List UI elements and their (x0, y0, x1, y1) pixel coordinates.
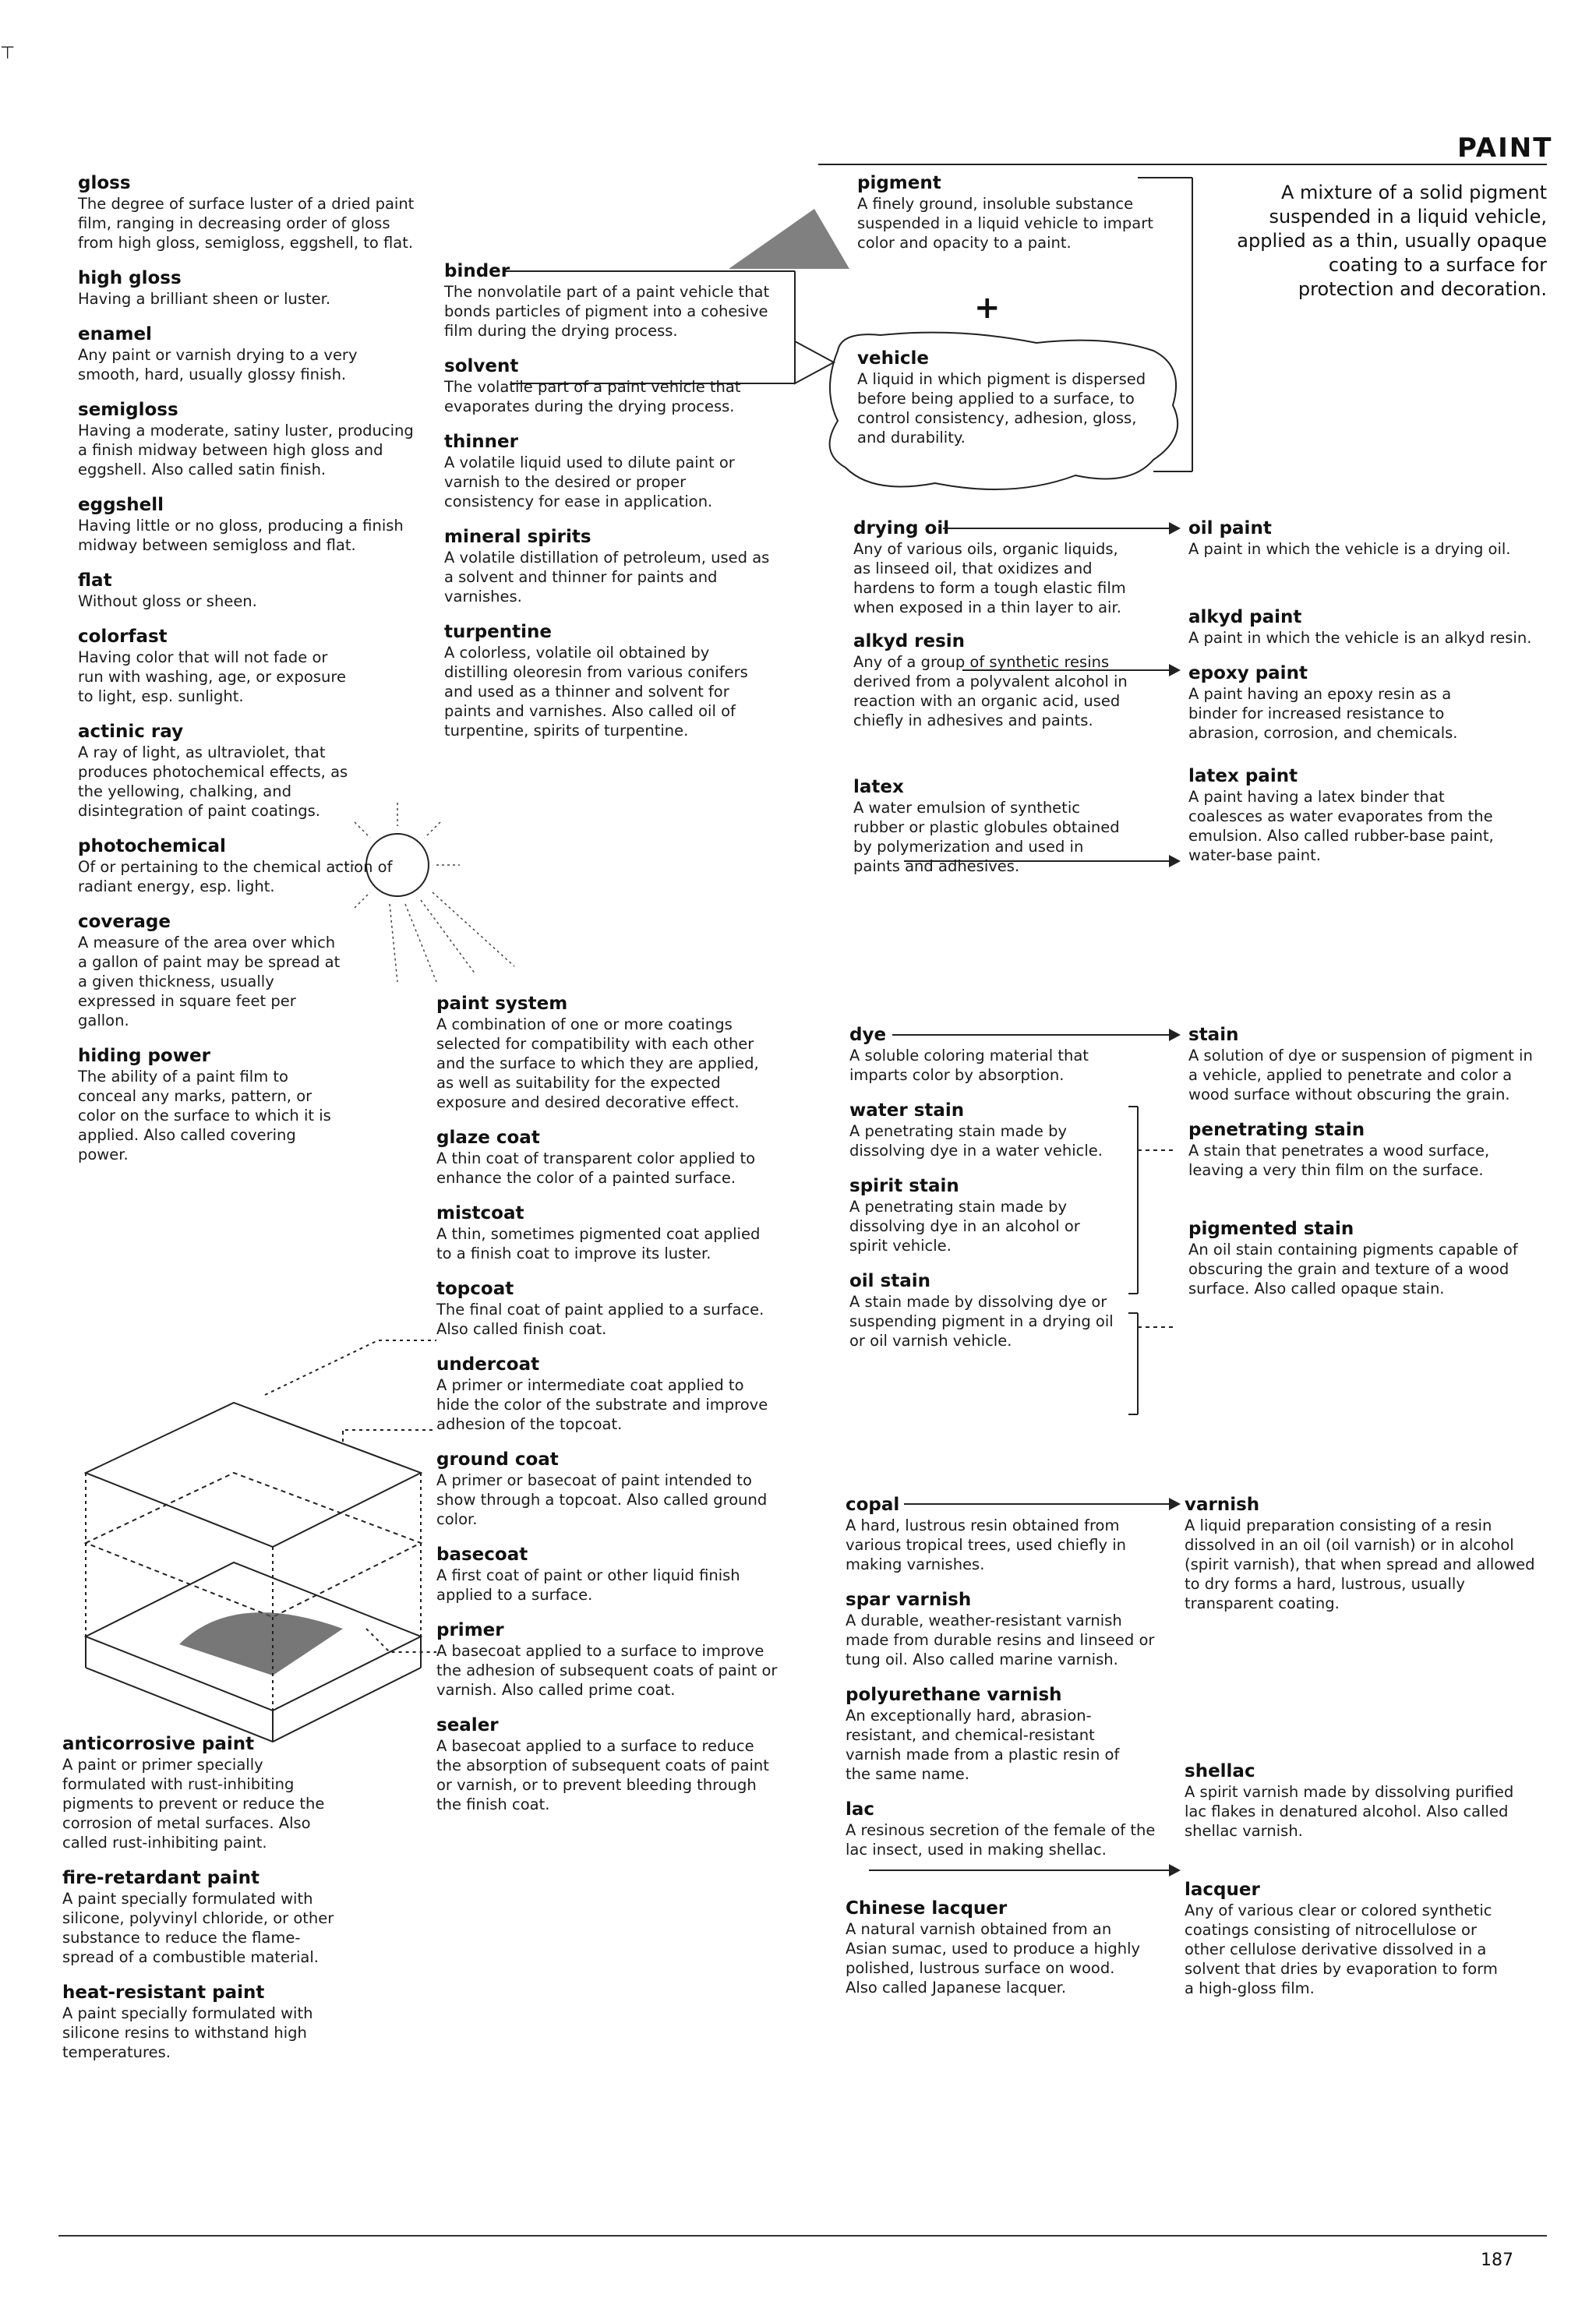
term: hiding power (78, 1046, 210, 1066)
title-rule (818, 164, 1547, 165)
definition: Any of various clear or colored synthetic coatings consisting of nitrocellulose or other cellulose derivative dissolved in a solvent that dries by evaporation to form a high-gloss film. (1185, 1901, 1498, 1997)
definition: An exceptionally hard, abrasion-resistant, and chemical-resistant varnish made from a plastic resin of the same name. (846, 1707, 1120, 1783)
entry-topcoat (436, 1279, 779, 1339)
right-b-column-varnishes (1185, 1495, 1539, 2014)
term: paint system (436, 994, 568, 1014)
definition: A paint specially formulated with silicone resins to withstand high temperatures. (62, 2004, 313, 2061)
middle-lower-column (436, 994, 779, 1830)
entry-undercoat (436, 1354, 779, 1434)
definition: A paint specially formulated with silicone, polyvinyl chloride, or other substance to reduce the flame-spread of a combustible material. (62, 1890, 334, 1966)
entry-spirit-stain (849, 1176, 1122, 1255)
entry-pigmented-stain (1188, 1219, 1543, 1298)
page-number: 187 (1481, 2251, 1513, 2270)
term: Chinese lacquer (846, 1898, 1008, 1919)
entry-semigloss (78, 400, 421, 479)
definition: Having a moderate, satiny luster, producing a finish midway between high gloss and eggshell. Also called satin finish. (78, 422, 414, 478)
term: solvent (444, 356, 519, 376)
term: alkyd paint (1188, 607, 1302, 627)
right-b-column-paints (1188, 518, 1543, 881)
entry-mineral-spirits (444, 527, 772, 606)
definition: A basecoat applied to a surface to reduce the absorption of subsequent coats of paint or varnish, or to prevent bleeding through the finish coat. (436, 1737, 769, 1813)
definition: The final coat of paint applied to a surface. Also called finish coat. (436, 1301, 764, 1338)
definition: A volatile distillation of petroleum, used as a solvent and thinner for paints and varnishes. (444, 549, 770, 606)
definition: Of or pertaining to the chemical action of radiant energy, esp. light. (78, 858, 393, 895)
definition: Having a brilliant sheen or luster. (78, 290, 331, 308)
definition: A penetrating stain made by dissolving dye in an alcohol or spirit vehicle. (849, 1198, 1080, 1255)
definition: A water emulsion of synthetic rubber or plastic globules obtained by polymerization and used in paints and adhesives. (853, 799, 1120, 875)
term: coverage (78, 912, 171, 932)
definition: A thin, sometimes pigmented coat applied to a finish coat to improve its luster. (436, 1225, 761, 1262)
entry-flat (78, 570, 421, 611)
definition: Any of a group of synthetic resins derived from a polyvalent alcohol in reaction with an organic acid, used chiefly in adhesives and paints. (853, 653, 1128, 729)
entry-lacquer (1185, 1880, 1512, 1998)
right-b-column-stains (1188, 1025, 1543, 1314)
term: glaze coat (436, 1128, 540, 1148)
definition: A first coat of paint or other liquid finish applied to a surface. (436, 1566, 740, 1604)
definition: A stain that penetrates a wood surface, leaving a very thin film on the surface. (1188, 1142, 1490, 1179)
left-bottom-column (62, 1734, 351, 2078)
term: turpentine (444, 622, 552, 642)
middle-column (444, 261, 772, 756)
entry-binder (444, 261, 772, 341)
entry-paint-system (436, 994, 779, 1112)
definition: Without gloss or sheen. (78, 592, 257, 610)
definition: A soluble coloring material that imparts color by absorption. (849, 1047, 1089, 1084)
entry-varnish (1185, 1495, 1539, 1613)
entry-photochemical (78, 836, 421, 896)
term: topcoat (436, 1279, 514, 1299)
entry-oil-paint (1188, 518, 1543, 559)
entry-epoxy-paint (1188, 663, 1500, 743)
term: binder (444, 261, 510, 281)
paint-definition: A mixture of a solid pigment suspended in a liquid vehicle, applied as a thin, usually opaque coating to a surface for protection and decoration. (1237, 182, 1547, 300)
entry-latex (853, 777, 1134, 876)
definition: A ray of light, as ultraviolet, that produces photochemical effects, as the yellowing, chalking, and disintegration of paint coatings. (78, 743, 348, 820)
entry-copal (846, 1495, 1157, 1574)
term: heat-resistant paint (62, 1982, 265, 2003)
entry-lac (846, 1799, 1157, 1859)
term: latex (853, 777, 904, 797)
definition: An oil stain containing pigments capable of obscuring the grain and texture of a wood surface. Also called opaque stain. (1188, 1241, 1518, 1298)
definition: A finely ground, insoluble substance suspended in a liquid vehicle to impart color and opacity to a paint. (857, 195, 1153, 252)
definition: A primer or basecoat of paint intended to show through a topcoat. Also called ground color. (436, 1471, 768, 1528)
term: oil paint (1188, 518, 1272, 538)
definition: A resinous secretion of the female of the lac insect, used in making shellac. (846, 1821, 1156, 1859)
plus-sign: + (974, 290, 1001, 326)
term: vehicle (857, 348, 929, 369)
term: shellac (1185, 1761, 1255, 1781)
term: enamel (78, 324, 152, 344)
right-a-column-varnishes (846, 1495, 1157, 2013)
term: varnish (1185, 1495, 1260, 1515)
entry-drying-oil (853, 518, 1134, 617)
term: actinic ray (78, 722, 184, 742)
term: spirit stain (849, 1176, 959, 1196)
entry-coverage (78, 912, 343, 1030)
right-a-column-top (853, 518, 1134, 891)
term: penetrating stain (1188, 1120, 1365, 1140)
left-column (78, 173, 421, 1180)
pigment-pile-icon (729, 209, 849, 269)
term: photochemical (78, 836, 226, 856)
term: ground coat (436, 1449, 559, 1470)
entry-anticorrosive-paint (62, 1734, 351, 1852)
term: latex paint (1188, 766, 1298, 786)
definition: The ability of a paint film to conceal any marks, pattern, or color on the surface to which it is applied. Also called covering power. (78, 1068, 331, 1163)
definition: A paint in which the vehicle is an alkyd resin. (1188, 629, 1532, 647)
term: basecoat (436, 1545, 528, 1565)
entry-high-gloss (78, 268, 421, 309)
entry-turpentine (444, 622, 772, 740)
entry-eggshell (78, 495, 421, 555)
definition: The volatile part of a paint vehicle that evaporates during the drying process. (444, 378, 741, 415)
entry-water-stain (849, 1100, 1122, 1160)
term: gloss (78, 173, 131, 193)
term: primer (436, 1620, 504, 1640)
definition: A colorless, volatile oil obtained by distilling oleoresin from various conifers and used as a thinner and solvent for paints and varnishes. Also called oil of turpentine, spirits of turpentine. (444, 644, 748, 740)
entry-alkyd-paint (1188, 607, 1543, 648)
definition: Having color that will not fade or run with washing, age, or exposure to light, esp. sunlight. (78, 648, 346, 705)
definition: A volatile liquid used to dilute paint or varnish to the desired or proper consistency for ease in application. (444, 454, 735, 510)
term: colorfast (78, 627, 168, 647)
definition: A paint having a latex binder that coalesces as water evaporates from the emulsion. Also called rubber-base paint, water-base paint. (1188, 788, 1494, 864)
entry-oil-stain (849, 1271, 1122, 1350)
term: anticorrosive paint (62, 1734, 255, 1754)
definition: A paint or primer specially formulated with rust-inhibiting pigments to prevent or reduce the corrosion of metal surfaces. Also called rust-inhibiting paint. (62, 1756, 325, 1852)
definition: A penetrating stain made by dissolving dye in a water vehicle. (849, 1122, 1103, 1160)
definition: A stain made by dissolving dye or suspending pigment in a drying oil or oil varnish vehicle. (849, 1293, 1114, 1350)
definition: Having little or no gloss, producing a finish midway between semigloss and flat. (78, 517, 404, 554)
definition: A combination of one or more coatings selected for compatibility with each other and the surface to which they are applied, as well as suitability for the expected exposure and desired decorative effect. (436, 1015, 759, 1111)
entry-mistcoat (436, 1203, 779, 1263)
definition: A spirit varnish made by dissolving purified lac flakes in denatured alcohol. Also called shellac varnish. (1185, 1783, 1514, 1840)
entry-actinic-ray (78, 722, 374, 821)
entry-hiding-power (78, 1046, 351, 1164)
definition: A basecoat applied to a surface to improve the adhesion of subsequent coats of paint or varnish. Also called prime coat. (436, 1642, 778, 1699)
definition: Any of various oils, organic liquids, as linseed oil, that oxidizes and hardens to form a tough elastic film when exposed in a thin layer to air. (853, 540, 1126, 616)
entry-solvent (444, 356, 772, 416)
term: pigment (857, 173, 941, 193)
page-title: PAINT (1457, 132, 1553, 164)
definition: A paint having an epoxy resin as a binder for increased resistance to abrasion, corrosion, and chemicals. (1188, 685, 1458, 742)
term: mineral spirits (444, 527, 591, 547)
entry-polyurethane-varnish (846, 1685, 1126, 1784)
entry-stain (1188, 1025, 1543, 1104)
term: lacquer (1185, 1880, 1260, 1900)
term: alkyd resin (853, 631, 966, 651)
term: pigmented stain (1188, 1219, 1354, 1239)
definition: Any paint or varnish drying to a very smooth, hard, usually glossy finish. (78, 346, 358, 383)
coating-layers-diagram (86, 1340, 436, 1742)
pigment-entry (857, 173, 1169, 252)
term: epoxy paint (1188, 663, 1308, 683)
term: copal (846, 1495, 900, 1515)
term: water stain (849, 1100, 965, 1121)
entry-colorfast (78, 627, 351, 706)
entry-enamel (78, 324, 421, 384)
entry-thinner (444, 432, 772, 511)
definition: A paint in which the vehicle is a drying oil. (1188, 540, 1511, 558)
term: lac (846, 1799, 875, 1820)
term: dye (849, 1025, 887, 1045)
term: eggshell (78, 495, 164, 515)
term: sealer (436, 1715, 499, 1735)
definition: A durable, weather-resistant varnish made from durable resins and linseed or tung oil. Also called marine varnish. (846, 1612, 1155, 1668)
term: oil stain (849, 1271, 931, 1291)
term: stain (1188, 1025, 1239, 1045)
term: semigloss (78, 400, 178, 420)
definition: A solution of dye or suspension of pigment in a vehicle, applied to penetrate and color a wood surface without obscuring the grain. (1188, 1047, 1533, 1103)
entry-chinese-lacquer (846, 1898, 1142, 1997)
definition: A thin coat of transparent color applied to enhance the color of a painted surface. (436, 1149, 756, 1187)
entry-spar-varnish (846, 1590, 1157, 1669)
term: thinner (444, 432, 518, 452)
term: spar varnish (846, 1590, 972, 1610)
entry-sealer (436, 1715, 779, 1814)
definition: A hard, lustrous resin obtained from various tropical trees, used chiefly in making varnishes. (846, 1516, 1126, 1573)
entry-penetrating-stain (1188, 1120, 1543, 1180)
entry-shellac (1185, 1761, 1539, 1841)
definition: A liquid preparation consisting of a resin dissolved in an oil (oil varnish) or in alcohol (spirit varnish), that when spread and allowed to dry forms a hard, lustrous, usually transparent coating. (1185, 1516, 1535, 1612)
definition: A primer or intermediate coat applied to hide the color of the substrate and improve adhesion of the topcoat. (436, 1376, 768, 1433)
entry-alkyd-resin (853, 631, 1134, 730)
term: undercoat (436, 1354, 540, 1375)
definition: A natural varnish obtained from an Asian sumac, used to produce a highly polished, lustrous surface on wood. Also called Japanese lacquer. (846, 1920, 1141, 1997)
definition: A liquid in which pigment is dispersed before being applied to a surface, to control consistency, adhesion, gloss, and durability. (857, 370, 1146, 447)
entry-primer (436, 1620, 779, 1700)
term: fire-retardant paint (62, 1868, 260, 1888)
term: drying oil (853, 518, 950, 538)
vehicle-entry (857, 348, 1165, 447)
right-a-column-stains (849, 1025, 1122, 1366)
entry-fire-retardant-paint (62, 1868, 351, 1967)
entry-dye (849, 1025, 1122, 1085)
term: mistcoat (436, 1203, 524, 1223)
definition: The degree of surface luster of a dried paint film, ranging in decreasing order of gloss from high gloss, semigloss, eggshell, to flat. (78, 195, 415, 252)
corner-mark: ⊤ (0, 44, 16, 63)
entry-latex-paint (1188, 766, 1516, 865)
entry-basecoat (436, 1545, 779, 1605)
term: high gloss (78, 268, 182, 288)
binder-arrow-head-icon (795, 341, 834, 383)
term: polyurethane varnish (846, 1685, 1062, 1705)
definition: The nonvolatile part of a paint vehicle that bonds particles of pigment into a cohesive film during the drying process. (444, 283, 770, 340)
term: flat (78, 570, 112, 591)
definition: A measure of the area over which a gallon of paint may be spread at a given thickness, usually expressed in square feet per gallon. (78, 934, 341, 1029)
footer-rule (58, 2235, 1547, 2237)
entry-glaze-coat (436, 1128, 779, 1188)
entry-gloss (78, 173, 421, 252)
entry-ground-coat (436, 1449, 779, 1529)
entry-heat-resistant-paint (62, 1982, 351, 2062)
